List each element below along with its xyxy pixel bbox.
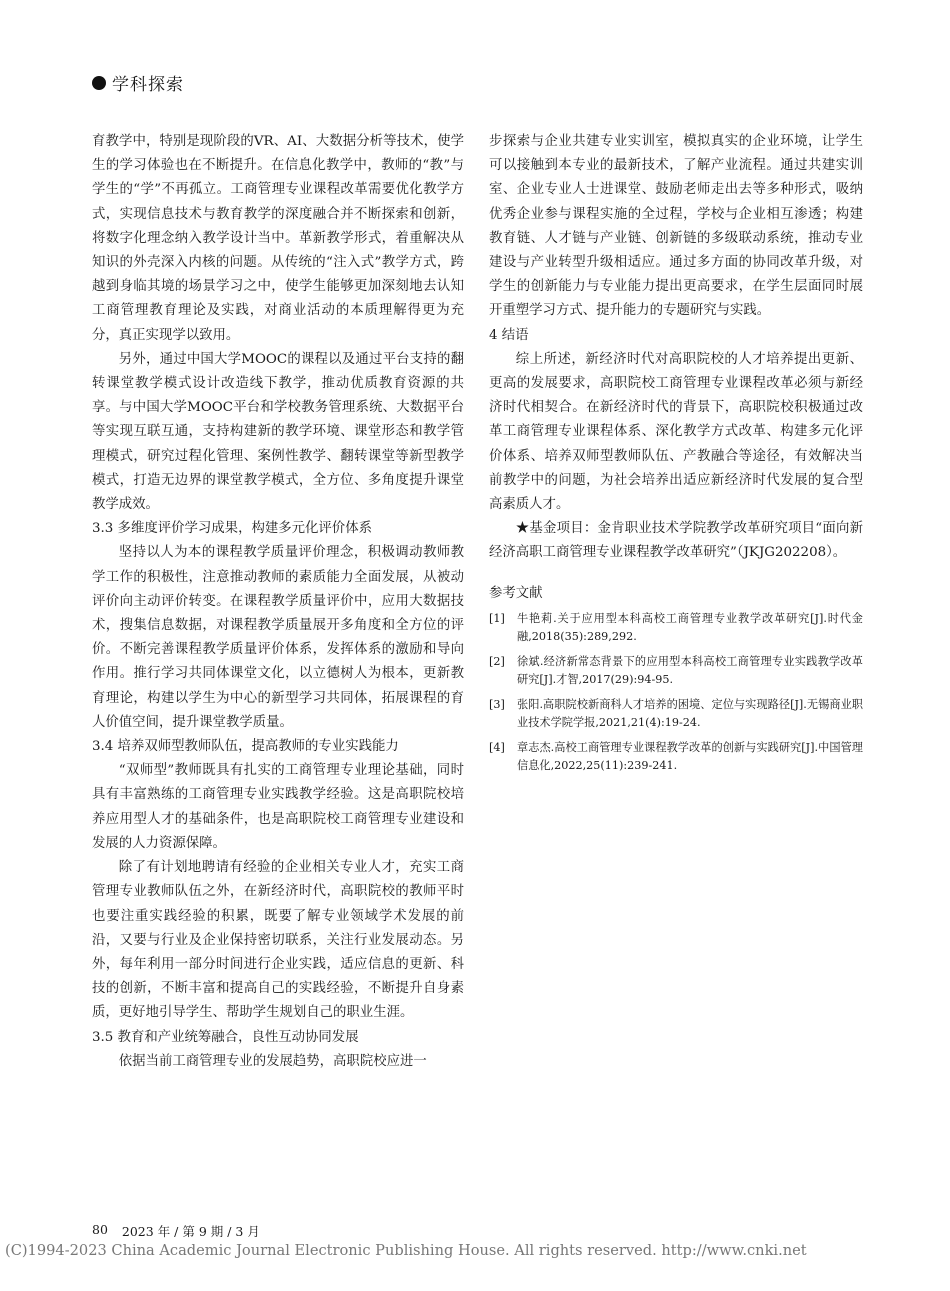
reference-item [489, 739, 863, 776]
bullet-dot-icon [92, 76, 106, 90]
reference-item [489, 653, 863, 690]
reference-text: 张阳.高职院校新商科人才培养的困境、定位与实现路径[J].无锡商业职业技术学院学报,2021,21(4):19-24. [517, 697, 863, 730]
paragraph: 步探索与企业共建专业实训室，模拟真实的企业环境，让学生可以接触到本专业的最新技术，了解产业流程。通过共建实训室、企业专业人士进课堂、鼓励老师走出去等多种形式，吸纳优秀企业参与课程实施的全过程，学校与企业相互渗透；构建教育链、人才链与产业链、创新链的多级联动系统，推动专业建设与产业转型升级相适应。通过多方面的协同改革升级，对学生的创新能力与专业能力提出更高要求，在学生层面同时展开重塑学习方式、提升能力的专题研究与实践。 [489, 134, 863, 319]
references-title: 参考文献 [489, 585, 543, 601]
references-list [489, 610, 863, 776]
reference-item [489, 610, 863, 647]
reference-item [489, 696, 863, 733]
right-column [489, 130, 863, 782]
reference-text: 徐斌.经济新常态背景下的应用型本科高校工商管理专业实践教学改革研究[J].才智,2017(29):94-95. [517, 654, 863, 687]
paragraph: 除了有计划地聘请有经验的企业相关专业人才，充实工商管理专业教师队伍之外，在新经济时代，高职院校的教师平时也要注重实践经验的积累，既要了解专业领域学术发展的前沿，又要与行业及企业保持密切联系，关注行业发展动态。另外，每年利用一部分时间进行企业实践，适应信息的更新、科技的创新，不断丰富和提高自己的实践经验，不断提升自身素质，更好地引导学生、帮助学生规划自己的职业生涯。 [92, 860, 464, 1021]
reference-number: [2] [489, 654, 505, 668]
paragraph: 另外，通过中国大学MOOC的课程以及通过平台支持的翻转课堂教学模式设计改造线下教学，推动优质教育资源的共享。与中国大学MOOC平台和学校教务管理系统、大数据平台等实现互联互通，支持构建新的教学环境、课堂形态和教学管理模式，研究过程化管理、案例性教学、翻转课堂等新型教学模式，打造无边界的课堂教学模式，全方位、多角度提升课堂教学成效。 [92, 351, 464, 513]
paragraph: 依据当前工商管理专业的发展趋势，高职院校应进一 [118, 1053, 427, 1069]
paragraph: “双师型”教师既具有扎实的工商管理专业理论基础，同时具有丰富熟练的工商管理专业实践教学经验。这是高职院校培养应用型人才的基础条件，也是高职院校工商管理专业建设和发展的人力资源保障。 [92, 763, 464, 851]
reference-text: 章志杰.高校工商管理专业课程教学改革的创新与实践研究[J].中国管理信息化,2022,25(11):239-241. [517, 740, 863, 773]
page-number: 80 [92, 1222, 108, 1237]
page-footer [92, 1222, 260, 1240]
left-column [92, 130, 464, 1074]
section-title: 学科探索 [112, 75, 184, 95]
issue-info: 2023 年 / 第 9 期 / 3 月 [121, 1224, 260, 1239]
paragraph: 育教学中，特别是现阶段的VR、AI、大数据分析等技术，使学生的学习体验也在不断提升。在信息化教学中，教师的“教”与学生的“学”不再孤立。工商管理专业课程改革需要优化教学方式，实现信息技术与教育教学的深度融合并不断探索和创新，将数字化理念纳入教学设计当中。革新教学形式，着重解决从知识的外壳深入内核的问题。从传统的“注入式”教学方式，跨越到身临其境的场景学习之中，使学生能够更加深刻地去认知工商管理教育理论及实践，对商业活动的本质理解得更为充分，真正实现学以致用。 [92, 134, 464, 343]
section-heading: 3.3 多维度评价学习成果，构建多元化评价体系 [92, 521, 372, 537]
reference-number: [4] [489, 740, 505, 754]
fund-note: ★基金项目：金肯职业技术学院教学改革研究项目“面向新经济高职工商管理专业课程教学改革研究”（JKJG202208）。 [489, 521, 863, 561]
paragraph: 综上所述，新经济时代对高职院校的人才培养提出更新、更高的发展要求，高职院校工商管理专业课程改革必须与新经济时代相契合。在新经济时代的背景下，高职院校积极通过改革工商管理专业课程体系、深化教学方式改革、构建多元化评价体系、培养双师型教师队伍、产教融合等途径，有效解决当前教学中的问题，为社会培养出适应新经济时代发展的复合型高素质人才。 [489, 351, 863, 513]
section-heading: 3.5 教育和产业统筹融合，良性互动协同发展 [92, 1029, 359, 1045]
paragraph: 坚持以人为本的课程教学质量评价理念，积极调动教师教学工作的积极性，注意推动教师的素质能力全面发展，从被动评价向主动评价转变。在课程教学质量评价中，应用大数据技术，搜集信息数据，对课程教学质量展开多角度和全方位的评价。不断完善课程教学质量评价体系，发挥体系的激励和导向作用。推行学习共同体课堂文化，以立德树人为根本，更新教育理论，构建以学生为中心的新型学习共同体，拓展课程的育人价值空间，提升课堂教学质量。 [92, 545, 464, 730]
reference-text: 牛艳莉.关于应用型本科高校工商管理专业教学改革研究[J].时代金融,2018(35):289,292. [517, 611, 863, 644]
reference-number: [1] [489, 611, 505, 625]
section-heading: 4 结语 [489, 327, 529, 343]
copyright-notice: (C)1994-2023 China Academic Journal Electronic Publishing House. All rights reserved. http://www.cnki.net [5, 1242, 807, 1259]
reference-number: [3] [489, 697, 505, 711]
section-header [92, 70, 184, 95]
section-heading: 3.4 培养双师型教师队伍，提高教师的专业实践能力 [92, 739, 399, 755]
